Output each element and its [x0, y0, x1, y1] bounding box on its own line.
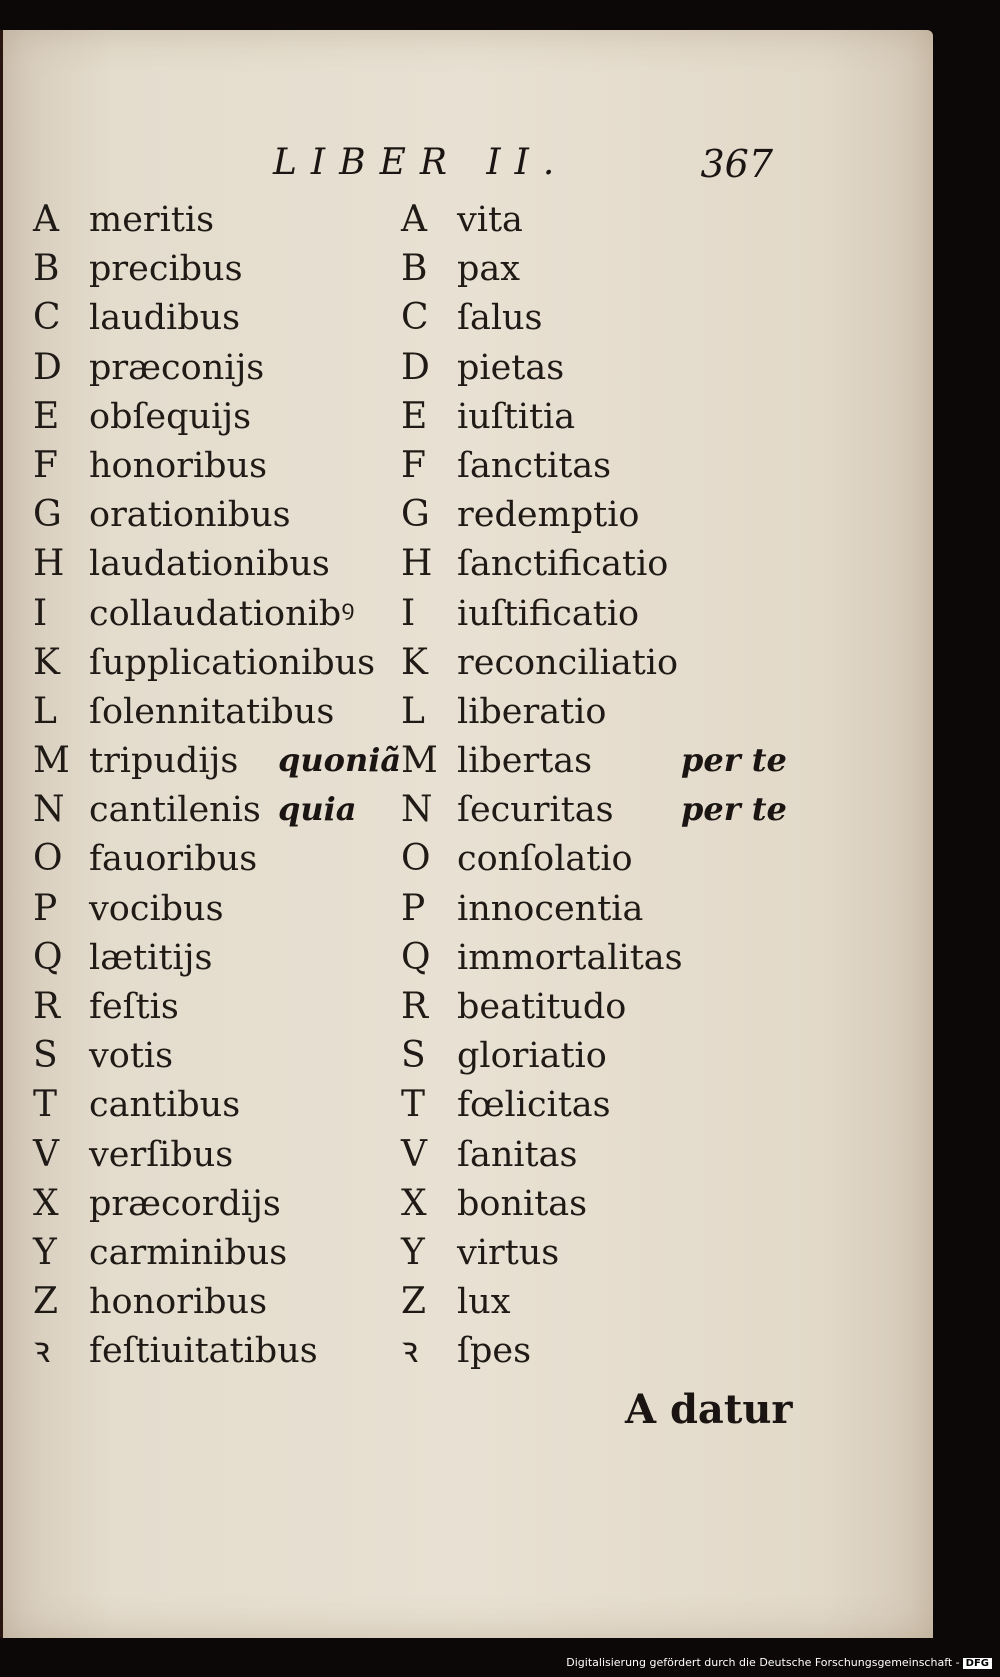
entry-letter: B: [401, 248, 428, 290]
entry-letter: L: [401, 690, 425, 732]
entry-letter: E: [33, 395, 60, 437]
right-entry: [401, 785, 791, 834]
entry-letter: G: [401, 494, 430, 536]
entry-letter: Y: [33, 1231, 57, 1273]
entry-letter: X: [33, 1182, 59, 1224]
entry-letter: I: [401, 592, 416, 634]
right-entry: [401, 1228, 791, 1277]
right-entry: [401, 1326, 791, 1375]
entry-word: vita: [457, 200, 523, 240]
entry-letter: C: [401, 297, 429, 339]
entry-word: pax: [457, 249, 521, 290]
entry-word: ſecuritas: [457, 790, 614, 831]
left-entry: [33, 1031, 433, 1080]
catchword: A datur: [625, 1386, 793, 1433]
entry-letter: M: [33, 740, 70, 782]
entry-letter: N: [33, 789, 65, 831]
entry-word: laudationibus: [89, 544, 330, 585]
entry-letter: Q: [33, 936, 63, 978]
entry-letter: D: [401, 346, 430, 388]
entry-word: feſtis: [89, 987, 179, 1027]
entry-letter: K: [401, 641, 428, 683]
entry-word: ſupplicationibus: [89, 642, 376, 683]
right-entry: [401, 441, 791, 490]
dfg-logo: DFG: [963, 1658, 992, 1669]
entry-letter: O: [401, 838, 431, 880]
page-header: [273, 142, 773, 190]
right-entry: [401, 736, 791, 785]
entry-word: ſanctitas: [457, 445, 612, 486]
right-entry: [401, 638, 791, 687]
digitization-footer: [566, 1656, 992, 1669]
entry-word: lux: [457, 1282, 511, 1323]
entry-word: ſanitas: [457, 1134, 578, 1175]
entry-word: orationibus: [89, 495, 291, 536]
book-page: [0, 30, 933, 1638]
entry-letter: O: [33, 838, 63, 880]
entry-word: præconijs: [89, 347, 265, 388]
entry-word: ſanctificatio: [457, 544, 669, 585]
entry-letter: Q: [401, 936, 431, 978]
entry-letter: I: [33, 592, 48, 634]
left-entry: [33, 884, 433, 933]
entry-word: pietas: [457, 347, 565, 388]
entry-letter: T: [401, 1084, 426, 1126]
entry-conjunction: per te: [681, 741, 787, 780]
left-entry: [33, 1080, 433, 1129]
left-entry: [33, 392, 433, 441]
right-entry: [401, 687, 791, 736]
entry-letter: S: [33, 1035, 58, 1077]
entry-word: virtus: [457, 1232, 560, 1273]
entry-conjunction: per te: [681, 790, 787, 829]
left-entry: [33, 834, 433, 883]
entry-letter: L: [33, 690, 57, 732]
entry-word: immortalitas: [457, 937, 683, 978]
left-entry: [33, 1326, 433, 1375]
entry-word: ſpes: [457, 1331, 532, 1372]
left-entry: [33, 1179, 433, 1228]
left-entry: [33, 441, 433, 490]
entry-letter: ꝛ: [401, 1330, 419, 1372]
entry-letter: X: [401, 1182, 427, 1224]
entry-letter: ꝛ: [33, 1330, 51, 1372]
entry-word: collaudationibꝰ: [89, 593, 355, 634]
entry-letter: K: [33, 641, 60, 683]
entry-word: iuſtificatio: [457, 593, 640, 634]
left-entry: [33, 490, 433, 539]
entry-word: verſibus: [89, 1134, 234, 1175]
entry-word: præcordijs: [89, 1183, 281, 1224]
left-entry: [33, 638, 433, 687]
entry-word: carminibus: [89, 1232, 288, 1273]
left-entry: [33, 244, 433, 293]
entry-letter: D: [33, 346, 62, 388]
entry-letter: C: [33, 297, 61, 339]
entry-conjunction: quoniã: [278, 741, 402, 780]
entry-word: redemptio: [457, 495, 640, 536]
entry-letter: H: [33, 543, 65, 585]
entry-letter: Z: [33, 1281, 59, 1323]
running-title: LIBER II.: [273, 142, 569, 183]
left-entry: [33, 785, 433, 834]
left-entry: [33, 687, 433, 736]
right-entry: [401, 1130, 791, 1179]
right-entry: [401, 539, 791, 588]
entry-word: meritis: [89, 200, 215, 240]
entry-conjunction: quia: [278, 790, 357, 829]
entry-letter: A: [401, 199, 427, 240]
entry-letter: T: [33, 1084, 58, 1126]
right-entry: [401, 244, 791, 293]
entry-word: laudibus: [89, 298, 241, 339]
left-entry: [33, 982, 433, 1031]
entry-word: iuſtitia: [457, 396, 576, 437]
entry-letter: P: [33, 887, 58, 929]
entry-letter: P: [401, 887, 426, 929]
left-entry: [33, 933, 433, 982]
right-entry: [401, 490, 791, 539]
entry-letter: Z: [401, 1281, 427, 1323]
entry-word: obſequijs: [89, 396, 252, 437]
entry-word: innocentia: [457, 888, 644, 929]
footer-credit: Digitalisierung gefördert durch die Deutsche Forschungsgemeinschaft -: [566, 1656, 960, 1669]
entry-word: vocibus: [89, 888, 224, 929]
left-entry: [33, 589, 433, 638]
entry-word: libertas: [457, 741, 593, 782]
entry-word: conſolatio: [457, 839, 633, 880]
entry-letter: R: [401, 986, 429, 1027]
entry-word: cantibus: [89, 1085, 241, 1126]
entry-word: honoribus: [89, 445, 268, 486]
right-entry: [401, 834, 791, 883]
entry-letter: H: [401, 543, 433, 585]
right-entry: [401, 1277, 791, 1326]
entry-word: fauoribus: [89, 839, 258, 880]
right-entry: [401, 884, 791, 933]
entry-word: feſtiuitatibus: [89, 1331, 318, 1372]
left-entry: [33, 293, 433, 342]
entry-letter: B: [33, 248, 60, 290]
left-entry: [33, 1130, 433, 1179]
right-entry: [401, 293, 791, 342]
entry-word: ſalus: [457, 298, 543, 339]
right-entry: [401, 1031, 791, 1080]
left-entry: [33, 539, 433, 588]
right-entry: [401, 933, 791, 982]
entry-word: fœlicitas: [457, 1085, 611, 1126]
entry-letter: V: [401, 1133, 427, 1175]
page-number: 367: [700, 142, 773, 186]
left-entry: [33, 343, 433, 392]
left-entry: [33, 1277, 433, 1326]
right-entry: [401, 982, 791, 1031]
left-column: [33, 195, 433, 1376]
entry-word: votis: [89, 1036, 174, 1077]
entry-letter: M: [401, 740, 438, 782]
entry-word: gloriatio: [457, 1036, 607, 1077]
entry-letter: N: [401, 789, 433, 831]
right-entry: [401, 1080, 791, 1129]
entry-word: lætitijs: [89, 937, 213, 978]
left-entry: [33, 1228, 433, 1277]
right-entry: [401, 392, 791, 441]
entry-word: cantilenis: [89, 790, 261, 831]
right-entry: [401, 589, 791, 638]
left-entry: [33, 195, 433, 244]
entry-word: tripudijs: [89, 741, 239, 782]
right-entry: [401, 195, 791, 244]
entry-letter: A: [33, 199, 59, 240]
right-entry: [401, 343, 791, 392]
entry-letter: F: [401, 444, 426, 486]
entry-letter: F: [33, 444, 58, 486]
entry-word: beatitudo: [457, 987, 627, 1027]
entry-word: liberatio: [457, 691, 607, 732]
entry-word: reconciliatio: [457, 642, 679, 683]
right-entry: [401, 1179, 791, 1228]
entry-letter: Y: [401, 1231, 425, 1273]
right-column: [401, 195, 791, 1376]
entry-word: honoribus: [89, 1282, 268, 1323]
entry-letter: V: [33, 1133, 59, 1175]
entry-word: ſolennitatibus: [89, 691, 335, 732]
entry-letter: S: [401, 1035, 426, 1077]
entry-letter: E: [401, 395, 428, 437]
entry-word: bonitas: [457, 1183, 588, 1224]
left-entry: [33, 736, 433, 785]
entry-word: precibus: [89, 249, 243, 290]
entry-letter: G: [33, 494, 62, 536]
entry-letter: R: [33, 986, 61, 1027]
